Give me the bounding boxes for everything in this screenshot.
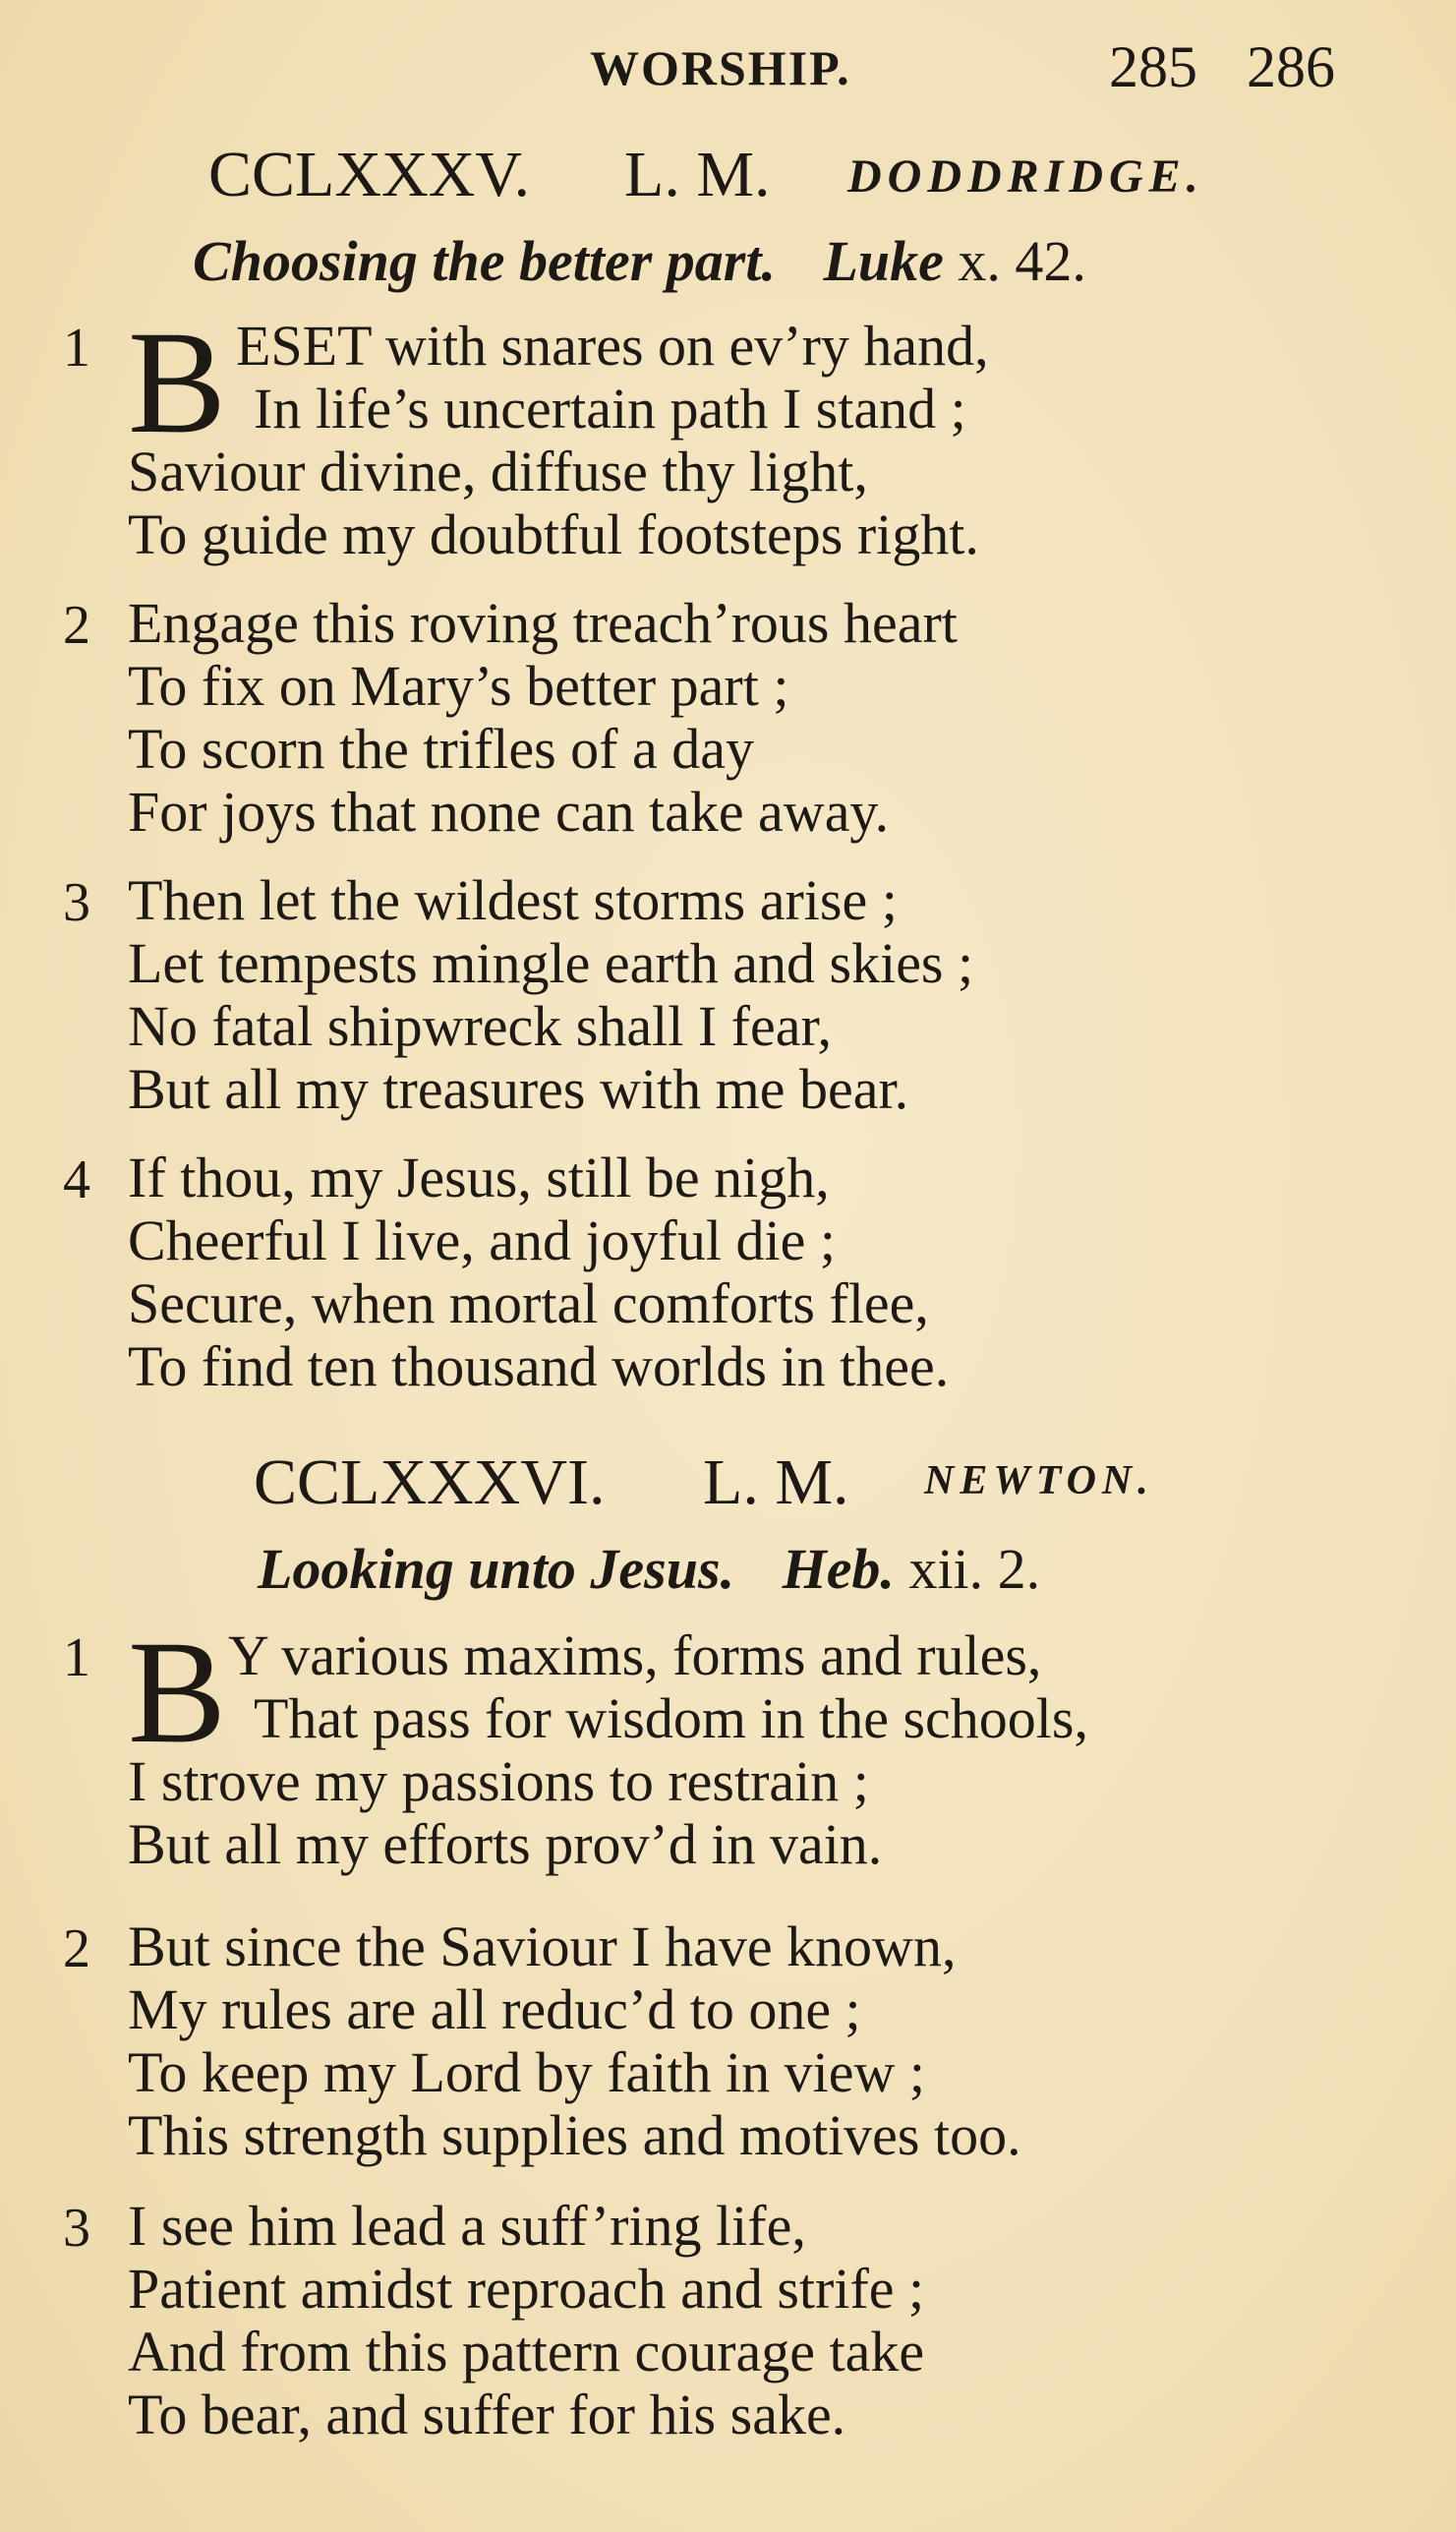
verse-line: Then let the wildest storms arise ; xyxy=(128,868,898,932)
verse-line: To bear, and suffer for his sake. xyxy=(128,2383,846,2446)
verse-line: But all my treasures with me bear. xyxy=(128,1057,909,1121)
verse-line: Patient amidst reproach and strife ; xyxy=(128,2257,925,2321)
hymn-author: DODDRIDGE. xyxy=(847,150,1204,203)
verse-line: Y various maxims, forms and rules, xyxy=(228,1623,1042,1687)
verse-line: To find ten thousand worlds in thee. xyxy=(128,1334,950,1398)
verse-line: For joys that none can take away. xyxy=(128,780,890,844)
verse-line: Secure, when mortal comforts flee, xyxy=(128,1271,929,1335)
verse-line: Let tempests mingle earth and skies ; xyxy=(128,931,974,995)
verse-line: I see him lead a suff’ring life, xyxy=(128,2194,806,2258)
page-number-right: 286 xyxy=(1247,34,1335,99)
subtitle-text: Looking unto Jesus. xyxy=(258,1537,735,1601)
verse-line: Saviour divine, diffuse thy light, xyxy=(128,440,868,503)
hymn-header xyxy=(0,1445,1456,1524)
hymn-number: CCLXXXVI. xyxy=(254,1446,606,1518)
verse-line: To keep my Lord by faith in view ; xyxy=(128,2040,925,2104)
subtitle-text: Choosing the better part. xyxy=(193,229,776,293)
drop-cap: B xyxy=(128,301,227,464)
verse-line: But since the Saviour I have known, xyxy=(128,1914,957,1978)
verse-number: 4 xyxy=(63,1149,90,1210)
hymn-subtitle xyxy=(258,1536,1040,1602)
verse-line: In life’s uncertain path I stand ; xyxy=(254,377,966,441)
hymn-number: CCLXXXV. xyxy=(208,139,531,210)
verse-line: To fix on Mary’s better part ; xyxy=(128,654,789,718)
scripture-reference: x. 42. xyxy=(958,229,1086,293)
hymn-header xyxy=(0,138,1456,216)
verse-number: 2 xyxy=(63,595,90,656)
running-head-title: WORSHIP. xyxy=(590,40,851,95)
verse-line: Engage this roving treach’rous heart xyxy=(128,591,958,655)
scripture-reference: xii. 2. xyxy=(908,1537,1041,1601)
page-number-left: 285 xyxy=(1109,34,1197,99)
verse-number: 1 xyxy=(63,318,90,379)
verse-line: This strength supplies and motives too. xyxy=(128,2103,1021,2167)
verse-line: Cheerful I live, and joyful die ; xyxy=(128,1208,836,1272)
verse-number: 3 xyxy=(63,872,90,933)
verse-line: And from this pattern courage take xyxy=(128,2320,925,2384)
hymn-meter: L. M. xyxy=(624,139,771,210)
verse-line: If thou, my Jesus, still be nigh, xyxy=(128,1146,830,1209)
verse-number: 2 xyxy=(63,1918,90,1979)
verse-line: That pass for wisdom in the schools, xyxy=(254,1686,1088,1750)
verse-line: But all my efforts prov’d in vain. xyxy=(128,1812,883,1876)
hymn-meter: L. M. xyxy=(703,1446,849,1518)
verse-line: To guide my doubtful footsteps right. xyxy=(128,502,979,566)
verse-number: 1 xyxy=(63,1627,90,1688)
verse-line: ESET with snares on ev’ry hand, xyxy=(236,314,989,378)
hymn-subtitle xyxy=(193,228,1086,294)
verse-line: To scorn the trifles of a day xyxy=(128,717,754,781)
scripture-book: Luke xyxy=(823,229,944,293)
running-head xyxy=(0,33,1456,112)
hymn-author: NEWTON. xyxy=(924,1458,1154,1503)
verse-line: My rules are all reduc’d to one ; xyxy=(128,1977,861,2041)
verse-number: 3 xyxy=(63,2198,90,2259)
scripture-book: Heb. xyxy=(782,1537,895,1601)
drop-cap: B xyxy=(128,1611,227,1774)
verse-line: No fatal shipwreck shall I fear, xyxy=(128,994,832,1058)
verse-line: I strove my passions to restrain ; xyxy=(128,1749,869,1813)
